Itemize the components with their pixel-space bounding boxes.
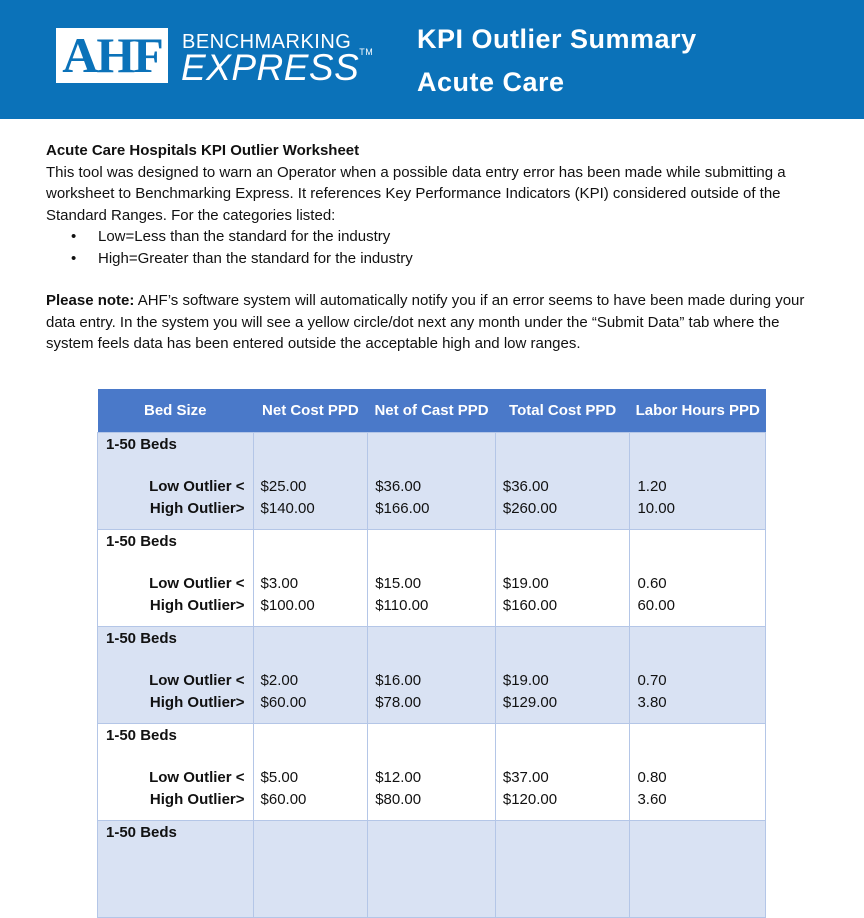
total-cost-cell <box>495 433 630 530</box>
col-total-cost: Total Cost PPD <box>495 389 630 433</box>
low-value: $25.00 <box>260 478 307 495</box>
bullet-icon: • <box>71 249 77 267</box>
low-value: 0.70 <box>637 672 667 689</box>
net-cost-cell <box>253 627 368 724</box>
bullet-text: Low=Less than the standard for the industry <box>98 228 391 245</box>
high-value: $160.00 <box>502 596 558 614</box>
net-of-cast-cell <box>368 433 496 530</box>
low-value: $2.00 <box>260 672 299 689</box>
low-value: $5.00 <box>260 769 299 786</box>
net-cost-cell <box>253 530 368 627</box>
header-banner <box>0 0 864 119</box>
trademark: TM <box>359 47 374 57</box>
low-value: $36.00 <box>502 478 549 495</box>
net-of-cast-cell <box>368 530 496 627</box>
brand-express: EXPRESS <box>181 47 360 88</box>
net-of-cast-cell <box>368 724 496 821</box>
worksheet-heading: Acute Care Hospitals KPI Outlier Worksheet <box>46 142 360 159</box>
ahf-logo <box>56 28 168 83</box>
note-text: AHF’s software system will automatically notify you if an error seems to have been made during your data entry. In the system you will see a yellow circle/dot next any month under the “Submit Data” tab where the system feels data has been entered outside the acceptable high and low ranges. <box>46 292 805 352</box>
high-value: $78.00 <box>375 693 422 711</box>
high-value: $100.00 <box>260 596 315 614</box>
low-value: $16.00 <box>375 672 422 689</box>
low-value: 0.60 <box>637 575 667 592</box>
high-value: $80.00 <box>375 790 422 808</box>
bed-size-label: 1-50 Beds <box>106 533 177 550</box>
high-value: $110.00 <box>375 596 429 614</box>
bed-size-cell <box>98 433 254 530</box>
net-of-cast-cell <box>368 821 496 918</box>
total-cost-cell <box>495 724 630 821</box>
col-labor-hours: Labor Hours PPD <box>630 389 766 433</box>
table-row <box>98 433 766 530</box>
bed-size-label: 1-50 Beds <box>106 824 177 841</box>
labor-hours-cell <box>630 627 766 724</box>
low-outlier-label: Low Outlier < <box>149 769 245 786</box>
low-value: $15.00 <box>375 575 422 592</box>
bed-size-cell <box>98 821 254 918</box>
intro-section <box>46 140 826 355</box>
logo-mark: AHF <box>62 27 162 83</box>
high-value: $120.00 <box>502 790 558 808</box>
bullet-icon: • <box>71 228 77 245</box>
table-header-row <box>98 389 766 433</box>
kpi-outlier-table <box>97 389 766 918</box>
high-value: 3.60 <box>637 790 667 808</box>
page-title: KPI Outlier Summary <box>417 24 697 54</box>
net-cost-cell <box>253 433 368 530</box>
high-outlier-label: High Outlier> <box>149 499 245 517</box>
table-row <box>98 627 766 724</box>
list-item <box>46 248 826 270</box>
total-cost-cell <box>495 530 630 627</box>
labor-hours-cell <box>630 433 766 530</box>
bed-size-cell <box>98 627 254 724</box>
table-row <box>98 724 766 821</box>
note-label: Please note: <box>46 292 135 309</box>
list-item <box>46 226 826 248</box>
low-value: $19.00 <box>502 575 549 592</box>
bed-size-cell <box>98 530 254 627</box>
net-cost-cell <box>253 821 368 918</box>
brand-line-2 <box>181 47 373 89</box>
low-value: $37.00 <box>502 769 549 786</box>
col-bed-size: Bed Size <box>98 389 254 433</box>
table-row <box>98 821 766 918</box>
high-value: 10.00 <box>637 499 675 517</box>
low-outlier-label: Low Outlier < <box>149 478 245 495</box>
bed-size-label: 1-50 Beds <box>106 727 177 744</box>
category-list <box>46 226 826 269</box>
low-outlier-label: Low Outlier < <box>149 672 245 689</box>
total-cost-cell <box>495 627 630 724</box>
high-value: $129.00 <box>502 693 558 711</box>
bed-size-label: 1-50 Beds <box>106 436 177 453</box>
intro-paragraph: This tool was designed to warn an Operator when a possible data entry error has been made while submitting a worksheet to Benchmarking Express. It references Key Performance Indicators (KPI) considered outside of the Standard Ranges. For the categories listed: <box>46 163 786 224</box>
high-value: $60.00 <box>260 790 307 808</box>
high-outlier-label: High Outlier> <box>149 693 245 711</box>
high-value: 3.80 <box>637 693 667 711</box>
high-value: $260.00 <box>502 499 558 517</box>
high-outlier-label: High Outlier> <box>149 790 245 808</box>
high-value: $166.00 <box>375 499 430 517</box>
total-cost-cell <box>495 821 630 918</box>
col-net-cost: Net Cost PPD <box>253 389 368 433</box>
bullet-text: High=Greater than the standard for the industry <box>98 249 413 267</box>
labor-hours-cell <box>630 821 766 918</box>
net-of-cast-cell <box>368 627 496 724</box>
bed-size-cell <box>98 724 254 821</box>
low-value: $36.00 <box>375 478 422 495</box>
low-value: 1.20 <box>637 478 667 495</box>
low-value: $12.00 <box>375 769 422 786</box>
high-value: 60.00 <box>637 596 675 614</box>
bed-size-label: 1-50 Beds <box>106 630 177 647</box>
note-paragraph <box>46 290 826 355</box>
high-value: $60.00 <box>260 693 307 711</box>
brand-line-1: BENCHMARKING <box>182 31 352 53</box>
low-value: $19.00 <box>502 672 549 689</box>
high-value: $140.00 <box>260 499 315 517</box>
low-value: 0.80 <box>637 769 667 786</box>
labor-hours-cell <box>630 530 766 627</box>
net-cost-cell <box>253 724 368 821</box>
low-value: $3.00 <box>260 575 299 592</box>
page-subtitle: Acute Care <box>417 67 565 97</box>
labor-hours-cell <box>630 724 766 821</box>
low-outlier-label: Low Outlier < <box>149 575 245 592</box>
high-outlier-label: High Outlier> <box>149 596 245 614</box>
table-row <box>98 530 766 627</box>
col-net-of-cast: Net of Cast PPD <box>368 389 496 433</box>
